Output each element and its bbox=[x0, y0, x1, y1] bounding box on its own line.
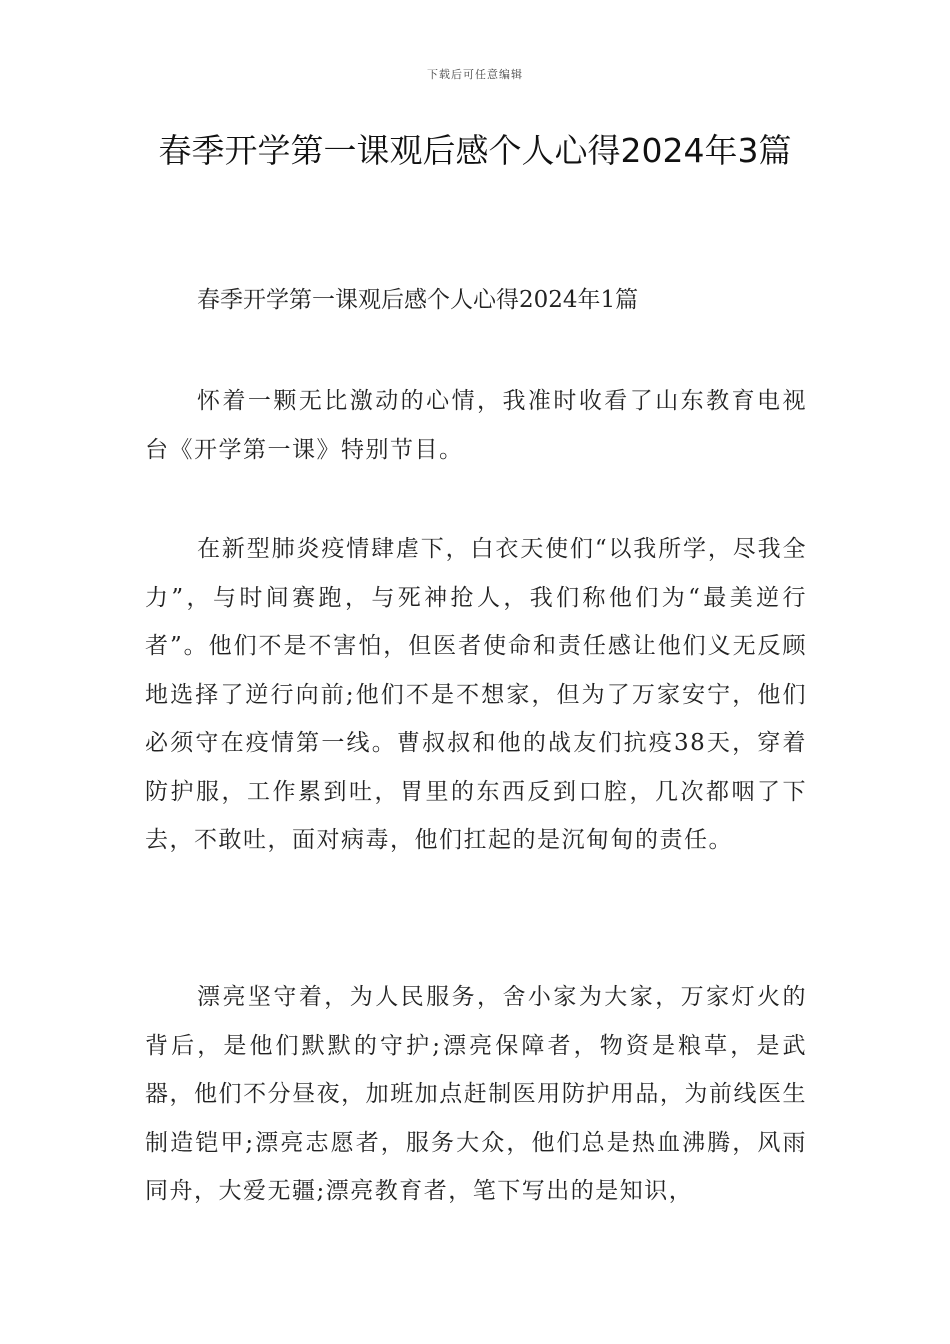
header-note: 下载后可任意编辑 bbox=[427, 68, 523, 81]
paragraph-2: 在新型肺炎疫情肆虐下，白衣天使们“以我所学，尽我全力”，与时间赛跑，与死神抢人，我们称他们为“最美逆行者”。他们不是不害怕，但医者使命和责任感让他们义无反顾地选择了逆行向前;他们不是不想家，但为了万家安宁，他们必须守在疫情第一线。曹叔叔和他的战友们抗疫38天，穿着防护服，工作累到吐，胃里的东西反到口腔，几次都咽了下去，不敢吐，面对病毒，他们扛起的是沉甸甸的责任。 bbox=[145, 536, 807, 853]
section-subtitle: 春季开学第一课观后感个人心得2024年1篇 bbox=[197, 287, 639, 313]
document-title: 春季开学第一课观后感个人心得2024年3篇 bbox=[158, 131, 792, 170]
paragraph-3: 漂亮坚守着，为人民服务，舍小家为大家，万家灯火的背后，是他们默默的守护;漂亮保障者，物资是粮草，是武器，他们不分昼夜，加班加点赶制医用防护用品，为前线医生制造铠甲;漂亮志愿者，服务大众，他们总是热血沸腾，风雨同舟，大爱无疆;漂亮教育者，笔下写出的是知识， bbox=[145, 984, 807, 1204]
paragraph-1: 怀着一颗无比激动的心情，我准时收看了山东教育电视台《开学第一课》特别节目。 bbox=[145, 388, 807, 463]
